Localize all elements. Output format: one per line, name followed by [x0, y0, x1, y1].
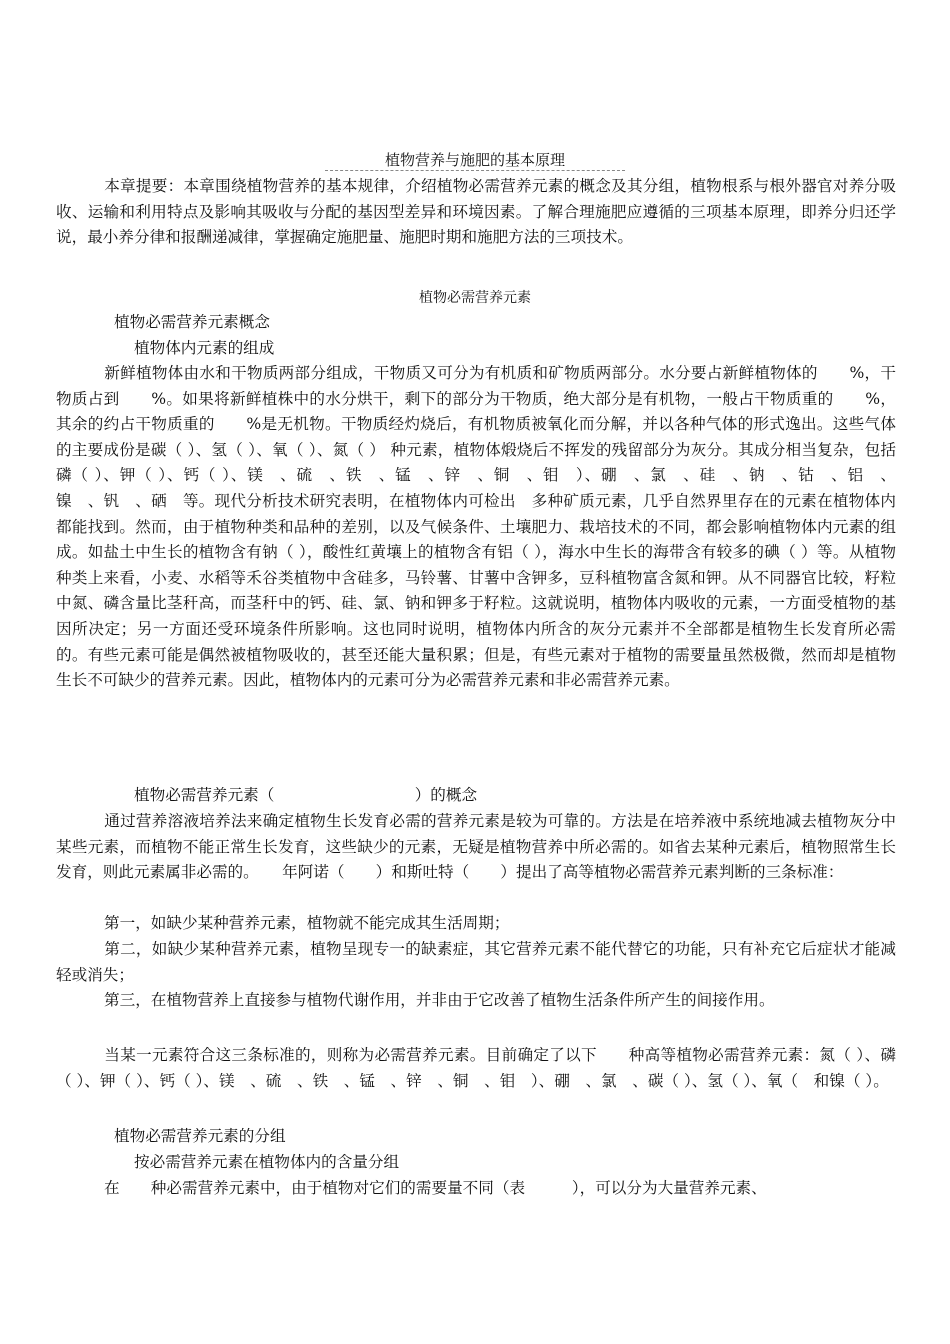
heading-groups: 植物必需营养元素的分组 — [114, 1127, 286, 1145]
chapter-summary — [56, 174, 896, 251]
criterion-third — [56, 988, 896, 1014]
criterion-third-text: 第三，在植物营养上直接参与植物代谢作用，并非由于它改善了植物生活条件所产生的间接作用。 — [104, 991, 775, 1009]
paragraph-elements — [56, 1043, 896, 1094]
heading-concept: 植物必需营养元素概念 — [114, 313, 270, 331]
paragraph-groups — [56, 1176, 896, 1202]
document-title: 植物营养与施肥的基本原理 — [384, 151, 565, 169]
paragraph-method — [56, 809, 896, 886]
criterion-first-text: 第一，如缺少某种营养元素，植物就不能完成其生活周期； — [104, 914, 510, 932]
paragraph-groups-text: 在 种必需营养元素中，由于植物对它们的需要量不同（表 ），可以分为大量营养元素、 — [104, 1179, 767, 1197]
criterion-first — [56, 911, 896, 937]
title-underline — [325, 170, 625, 171]
paragraph-method-text: 通过营养溶液培养法来确定植物生长发育必需的营养元素是较为可靠的。方法是在培养液中系统地减去植物灰分中某些元素，而植物不能正常生长发育，这些缺少的元素，无疑是植物营养中所必需的。如省去某种元素后，植物照常生长发育，则此元素属非必需的。 年阿诺（ ）和斯吐特（ ）提出了高等植物必需营养元素判断的三条标准： — [56, 812, 896, 882]
paragraph-composition-text: 新鲜植物体由水和干物质两部分组成，干物质又可分为有机质和矿物质两部分。水分要占新鲜植物体的 %，干物质占到 %。如果将新鲜植株中的水分烘干，剩下的部分为干物质，绝大部分是有机物，一般占干物质重的 %，其余的约占干物质重的 %是无机物。干物质经灼烧后，有机物质被氧化而分解，并以各种气体的形式逸出。这些气体的主要成份是碳（ ）、氢（ ）、氧（ ）、氮（ ） 种元素，植物体煅烧后不挥发的残留部分为灰分。其成分相当复杂，包括磷（ ）、钾（ ）、钙（ ）、镁 、硫 、铁 、锰 、锌 、铜 、钼 ）、硼 、氯 、硅 、钠 、钴 、铝 、镍 、钒 、硒 等。现代分析技术研究表明，在植物体内可检出 多种矿质元素，几乎自然界里存在的元素在植物体内都能找到。然而，由于植物种类和品种的差别，以及气候条件、土壤肥力、栽培技术的不同，都会影响植物体内元素的组成。如盐土中生长的植物含有钠（ ），酸性红黄壤上的植物含有铝（ ），海水中生长的海带含有较多的碘（ ）等。从植物种类上来看，小麦、水稻等禾谷类植物中含硅多，马铃薯、甘薯中含钾多，豆科植物富含氮和钾。从不同器官比较，籽粒中氮、磷含量比茎秆高，而茎秆中的钙、硅、氯、钠和钾多于籽粒。这就说明，植物体内吸收的元素，一方面受植物的基因所决定；另一方面还受环境条件所影响。这也同时说明，植物体内所含的灰分元素并不全部都是植物生长发育所必需的。有些元素可能是偶然被植物吸收的，甚至还能大量积累；但是，有些元素对于植物的需要量虽然极微，然而却是植物生长不可缺少的营养元素。因此，植物体内的元素可分为必需营养元素和非必需营养元素。 — [56, 364, 896, 690]
chapter-summary-text: 本章提要：本章围绕植物营养的基本规律，介绍植物必需营养元素的概念及其分组，植物根系与根外器官对养分吸收、运输和利用特点及影响其吸收与分配的基因型差异和环境因素。了解合理施肥应遵循的三项基本原理，即养分归还学说，最小养分律和报酬递减律，掌握确定施肥量、施肥时期和施肥方法的三项技术。 — [56, 177, 896, 247]
criterion-second — [56, 937, 896, 988]
heading-composition: 植物体内元素的组成 — [134, 339, 275, 357]
section-title: 植物必需营养元素 — [419, 290, 531, 306]
heading-essential-concept: 植物必需营养元素（ ）的概念 — [134, 786, 478, 804]
heading-by-content: 按必需营养元素在植物体内的含量分组 — [134, 1153, 400, 1171]
paragraph-elements-text: 当某一元素符合这三条标准的，则称为必需营养元素。目前确定了以下 种高等植物必需营养元素：氮（ ）、磷（ ）、钾（ ）、钙（ ）、镁 、硫 、铁 、锰 、锌 、铜 、钼 ）、硼 、氯 、碳（ ）、氢（ ）、氧（ 和镍（ ）。 — [56, 1046, 896, 1090]
paragraph-composition — [56, 361, 896, 694]
criterion-second-text: 第二，如缺少某种营养元素，植物呈现专一的缺素症，其它营养元素不能代替它的功能，只有补充它后症状才能减轻或消失； — [56, 940, 896, 984]
